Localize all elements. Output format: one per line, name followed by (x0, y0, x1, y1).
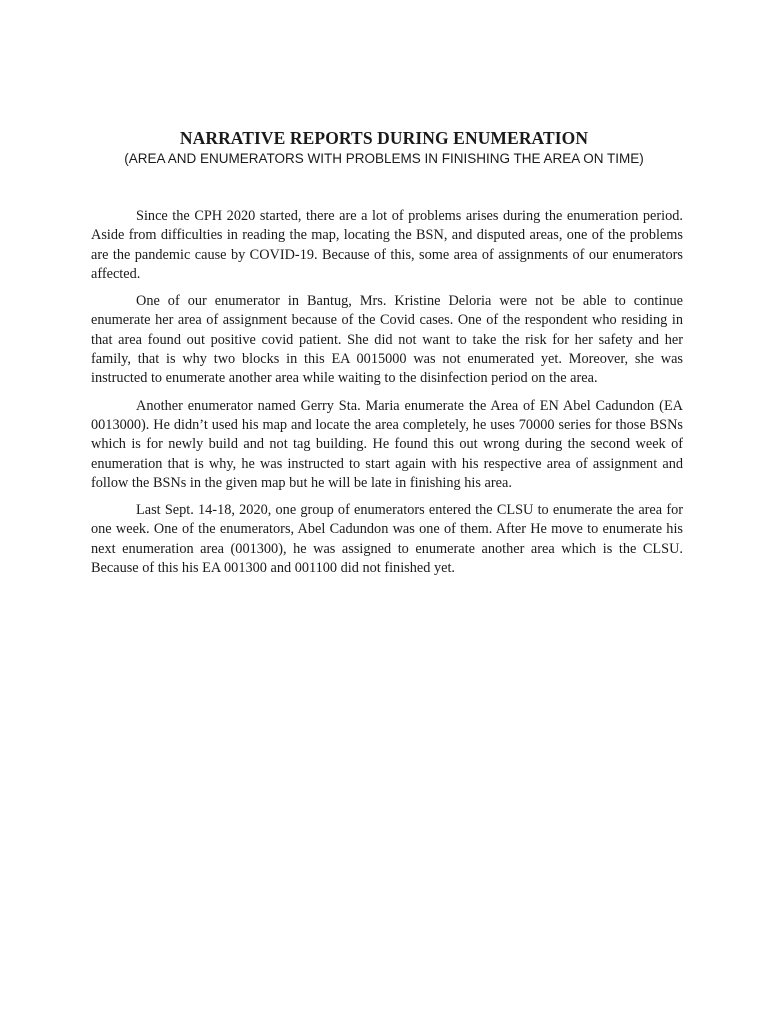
document-body (91, 207, 683, 586)
document-subtitle: (AREA AND ENUMERATORS WITH PROBLEMS IN FINISHING THE AREA ON TIME) (124, 151, 644, 166)
paragraph-gerry-sta-maria: Another enumerator named Gerry Sta. Maria enumerate the Area of EN Abel Cadundon (EA 0013000). He didn’t used his map and locate the area completely, he uses 70000 series for those BSNs which is for newly build and not tag building. He found this out wrong during the second week of enumeration that is why, he was instructed to start again with his respective area of assignment and follow the BSNs in the given map but he will be late in finishing his area. (91, 397, 683, 491)
paragraph-cph-2020-problems: Since the CPH 2020 started, there are a lot of problems arises during the enumeration period. Aside from difficulties in reading the map, locating the BSN, and disputed areas, one of the problems are the pandemic cause by COVID-19. Because of this, some area of assignments of our enumerators affected. (91, 208, 683, 282)
document-title: NARRATIVE REPORTS DURING ENUMERATION (179, 128, 589, 148)
paragraph-clsu-enumeration: Last Sept. 14-18, 2020, one group of enumerators entered the CLSU to enumerate the area for one week. One of the enumerators, Abel Cadundon was one of them. After He move to enumerate his next enumeration area (001300), he was assigned to enumerate another area which is the CLSU. Because of this his EA 001300 and 001100 did not finished yet. (91, 502, 683, 577)
paragraph-bantug-enumerator: One of our enumerator in Bantug, Mrs. Kristine Deloria were not be able to continue enumerate her area of assignment because of the Covid cases. One of the respondent who residing in that area found out positive covid patient. She did not want to take the risk for her safety and her family, that is why two blocks in this EA 0015000 was not enumerated yet. Moreover, she was instructed to enumerate another area while waiting to the disinfection period on the area. (91, 293, 683, 387)
